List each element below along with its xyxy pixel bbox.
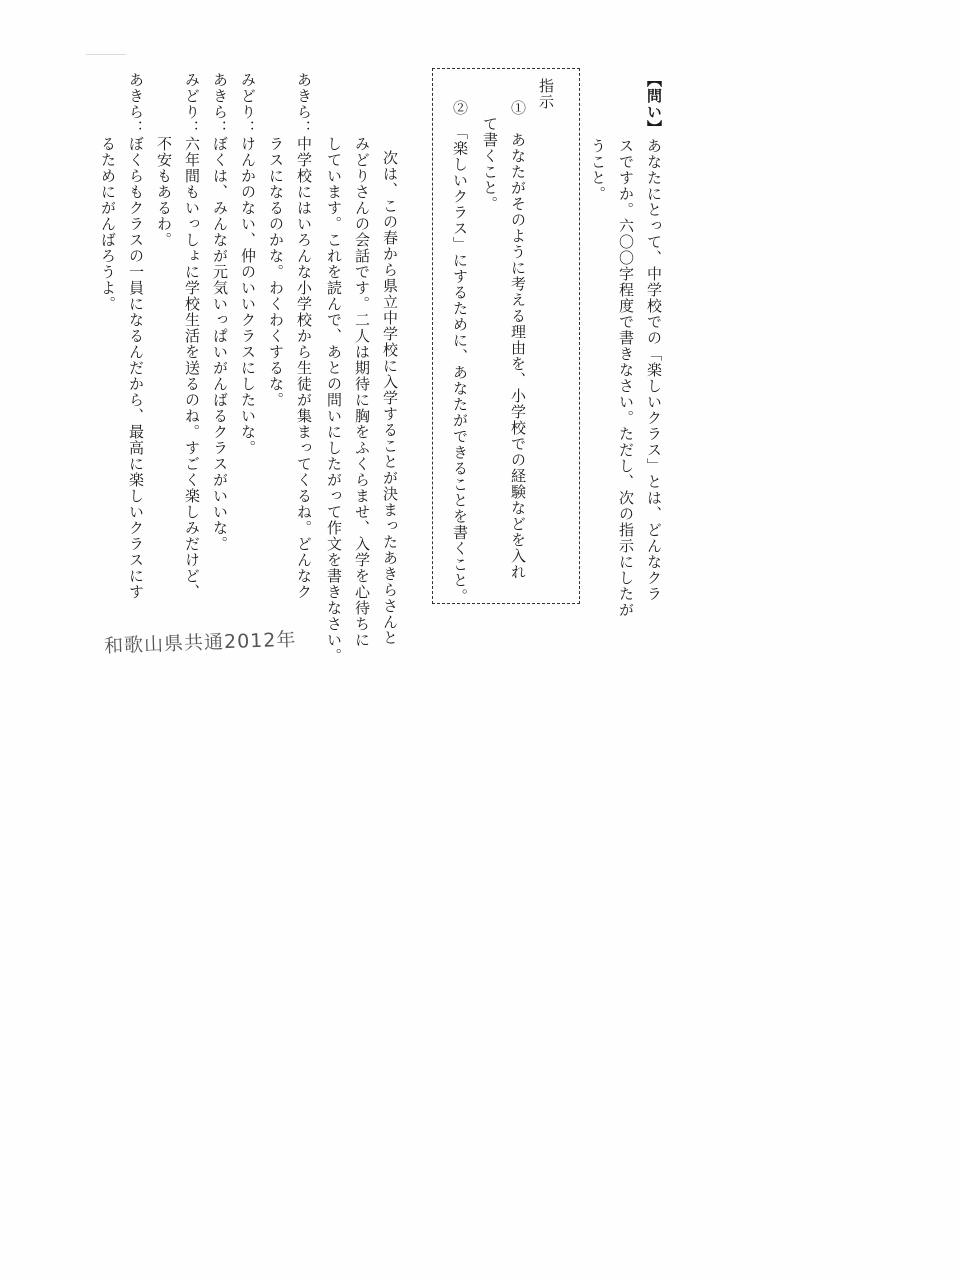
dialogue-line-3: みどり：けんかのない、仲のいいクラスにしたいな。 [239,72,257,456]
dialogue-line-4: あきら：ぼくは、みんなが元気いっぱいがんばるクラスがいいな。 [211,72,229,552]
dialogue-line-6: 不安もあるわ。 [155,72,173,248]
question-line-3: うこと。 [589,138,607,202]
intro-line-1: 次は、この春から県立中学校に入学することが決まったあきらさんと [381,150,399,646]
question-label: 【問い】 [645,72,663,136]
dialogue-line-8: るためにがんばろうよ。 [99,72,117,312]
instruction-item-1-line-1: ① あなたがそのように考える理由を、小学校での経験などを入れ [509,100,527,580]
scan-artifact-line [86,54,126,55]
question-line-1: あなたにとって、中学校での「楽しいクラス」とは、どんなクラ [645,138,663,602]
instruction-item-2: ② 「楽しいクラス」にするために、あなたができることを書くこと。 [451,100,469,605]
question-line-2: スですか。六〇〇字程度で書きなさい。ただし、次の指示にしたが [617,138,635,618]
instruction-item-1-line-2: て書くこと。 [481,100,499,212]
intro-line-2: みどりさんの会話です。二人は期待に胸をふくらませ、入学を心待ちに [353,136,371,648]
dialogue-line-7: あきら：ぼくらもクラスの一員になるんだから、最高に楽しいクラスにす [127,72,145,600]
instruction-heading: 指示 [537,78,555,110]
dialogue-line-2: ラスになるのかな。わくわくするな。 [267,72,285,408]
dialogue-line-5: みどり：六年間もいっしょに学校生活を送るのね。すごく楽しみだけど、 [183,72,201,600]
intro-line-3: しています。これを読んで、あとの問いにしたがって作文を書きなさい。 [325,136,343,664]
dialogue-line-1: あきら：中学校にはいろんな小学校から生徒が集まってくるね。どんなク [295,72,313,600]
handwritten-note: 和歌山県共通2012年 [103,628,297,658]
